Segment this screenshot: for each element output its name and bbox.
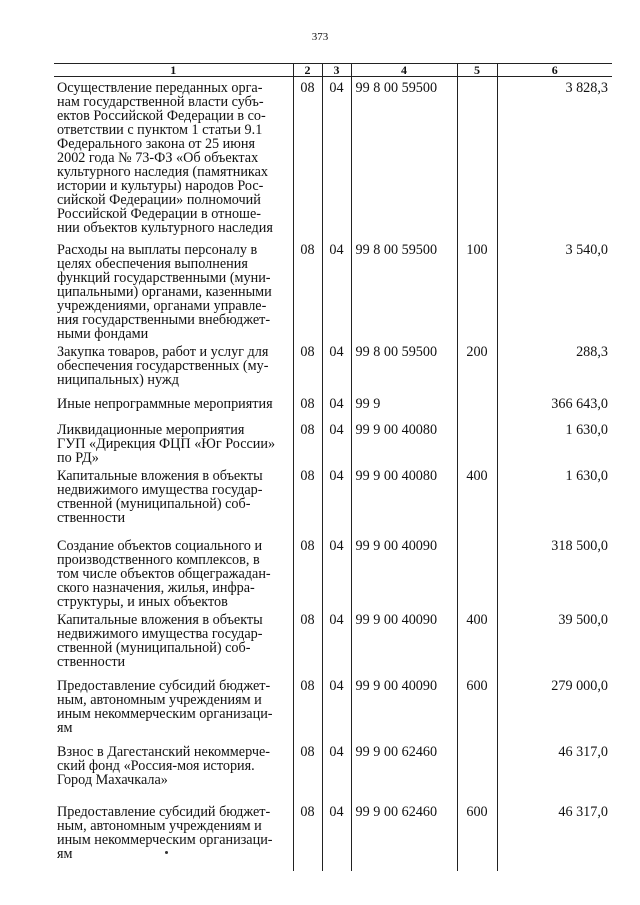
expense-type-code: 400 bbox=[457, 609, 497, 675]
section-code: 08 bbox=[293, 535, 322, 609]
table-row bbox=[54, 341, 612, 393]
amount: 366 643,0 bbox=[497, 393, 612, 419]
item-name: Расходы на выплаты персоналу в целях обеспечения выполнения функций государственными (муни- ципальными) органами, казенными учреждениями, органами управле- ния государственными внебюджет- ными фондами bbox=[57, 241, 272, 342]
column-header: 5 bbox=[457, 64, 497, 77]
target-article-code: 99 9 00 40080 bbox=[351, 465, 457, 535]
target-article-code: 99 9 00 62460 bbox=[351, 801, 457, 871]
subsection-code: 04 bbox=[322, 609, 351, 675]
column-header: 2 bbox=[293, 64, 322, 77]
item-name: Ликвидационные мероприятия ГУП «Дирекция ФЦП «Юг России» по РД» bbox=[57, 421, 276, 466]
item-name: Капитальные вложения в объекты недвижимого имущества государ- ственной (муниципальной) соб- ственности bbox=[57, 611, 263, 670]
expense-type-code: 600 bbox=[457, 801, 497, 871]
table-row bbox=[54, 801, 612, 871]
item-name: Взнос в Дагестанский некоммерче- ский фонд «Россия-моя история. Город Махачкала» bbox=[57, 743, 270, 788]
section-code: 08 bbox=[293, 609, 322, 675]
table-row bbox=[54, 675, 612, 741]
subsection-code: 04 bbox=[322, 741, 351, 801]
subsection-code: 04 bbox=[322, 419, 351, 465]
target-article-code: 99 8 00 59500 bbox=[351, 341, 457, 393]
target-article-code: 99 8 00 59500 bbox=[351, 239, 457, 341]
subsection-code: 04 bbox=[322, 675, 351, 741]
target-article-code: 99 9 bbox=[351, 393, 457, 419]
section-code: 08 bbox=[293, 77, 322, 239]
section-code: 08 bbox=[293, 341, 322, 393]
target-article-code: 99 9 00 62460 bbox=[351, 741, 457, 801]
item-name: Предоставление субсидий бюджет- ным, автономным учреждениям и иным некоммерческим организаци- ям bbox=[57, 803, 273, 862]
expense-type-code bbox=[457, 393, 497, 419]
expense-type-code bbox=[457, 741, 497, 801]
column-header: 4 bbox=[351, 64, 457, 77]
amount: 318 500,0 bbox=[497, 535, 612, 609]
table-row bbox=[54, 465, 612, 535]
section-code: 08 bbox=[293, 393, 322, 419]
expense-type-code bbox=[457, 419, 497, 465]
section-code: 08 bbox=[293, 419, 322, 465]
section-code: 08 bbox=[293, 675, 322, 741]
item-name: Иные непрограммные мероприятия bbox=[57, 395, 273, 412]
column-header: 3 bbox=[322, 64, 351, 77]
expense-type-code: 400 bbox=[457, 465, 497, 535]
section-code: 08 bbox=[293, 239, 322, 341]
target-article-code: 99 9 00 40090 bbox=[351, 609, 457, 675]
subsection-code: 04 bbox=[322, 393, 351, 419]
table-row bbox=[54, 77, 612, 239]
amount: 3 540,0 bbox=[497, 239, 612, 341]
subsection-code: 04 bbox=[322, 77, 351, 239]
item-name: Капитальные вложения в объекты недвижимого имущества государ- ственной (муниципальной) соб- ственности bbox=[57, 467, 263, 526]
target-article-code: 99 9 00 40090 bbox=[351, 535, 457, 609]
expense-type-code: 200 bbox=[457, 341, 497, 393]
section-code: 08 bbox=[293, 801, 322, 871]
table-row bbox=[54, 393, 612, 419]
subsection-code: 04 bbox=[322, 341, 351, 393]
item-name: Создание объектов социального и производственного комплексов, в том числе объектов общегражадан- ского назначения, жилья, инфра- структуры, и иных объектов bbox=[57, 537, 271, 610]
column-header: 6 bbox=[497, 64, 612, 77]
amount: 1 630,0 bbox=[497, 465, 612, 535]
expense-type-code bbox=[457, 77, 497, 239]
amount: 288,3 bbox=[497, 341, 612, 393]
amount: 1 630,0 bbox=[497, 419, 612, 465]
page-number: 373 bbox=[311, 31, 329, 43]
table-row bbox=[54, 239, 612, 341]
section-code: 08 bbox=[293, 741, 322, 801]
subsection-code: 04 bbox=[322, 465, 351, 535]
section-code: 08 bbox=[293, 465, 322, 535]
amount: 3 828,3 bbox=[497, 77, 612, 239]
target-article-code: 99 9 00 40080 bbox=[351, 419, 457, 465]
table-row bbox=[54, 741, 612, 801]
budget-table-frame bbox=[54, 63, 612, 871]
target-article-code: 99 8 00 59500 bbox=[351, 77, 457, 239]
table-row bbox=[54, 535, 612, 609]
item-name: Закупка товаров, работ и услуг для обеспечения государственных (му- ниципальных) нужд bbox=[57, 343, 269, 388]
subsection-code: 04 bbox=[322, 535, 351, 609]
expense-type-code: 600 bbox=[457, 675, 497, 741]
amount: 46 317,0 bbox=[497, 741, 612, 801]
amount: 39 500,0 bbox=[497, 609, 612, 675]
target-article-code: 99 9 00 40090 bbox=[351, 675, 457, 741]
item-name: Осуществление переданных орга- нам государственной власти субъ- ектов Российской Федерации в со- ответствии с пунктом 1 статьи 9.1 Федерального закона от 25 июня 2002 года № 73-ФЗ «Об объектах культурного наследия (памятниках истории и культуры) народов Рос- сийской Федерации» полномочий Российской Федерации в отноше- нии объектов культурного наследия bbox=[57, 80, 273, 236]
expense-type-code: 100 bbox=[457, 239, 497, 341]
column-header: 1 bbox=[54, 64, 293, 77]
stray-dot bbox=[165, 851, 168, 854]
table-row bbox=[54, 609, 612, 675]
amount: 46 317,0 bbox=[497, 801, 612, 871]
budget-table bbox=[54, 63, 612, 871]
item-name: Предоставление субсидий бюджет- ным, автономным учреждениям и иным некоммерческим организаци- ям bbox=[57, 677, 273, 736]
subsection-code: 04 bbox=[322, 239, 351, 341]
amount: 279 000,0 bbox=[497, 675, 612, 741]
table-body bbox=[54, 77, 612, 871]
table-row bbox=[54, 419, 612, 465]
column-header-row bbox=[54, 64, 612, 77]
expense-type-code bbox=[457, 535, 497, 609]
subsection-code: 04 bbox=[322, 801, 351, 871]
